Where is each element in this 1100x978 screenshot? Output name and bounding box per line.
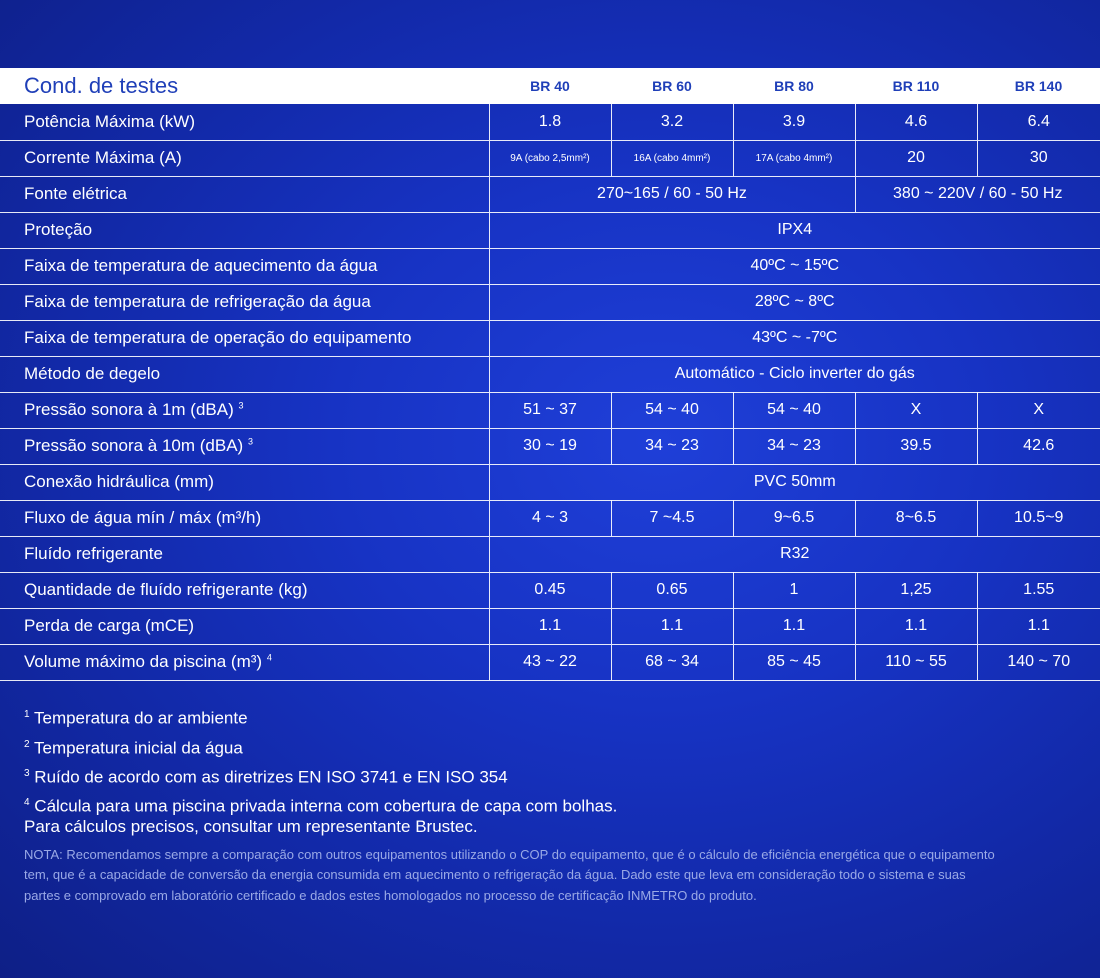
table-cell: 1.1 [733, 608, 855, 644]
footnotes [24, 702, 1084, 906]
table-row [0, 572, 1100, 608]
table-row [0, 104, 1100, 140]
model-header: BR 140 [977, 68, 1100, 104]
row-label: Faixa de temperatura de aquecimento da água [0, 248, 489, 284]
table-row [0, 464, 1100, 500]
table-cell: 30 ~ 19 [489, 428, 611, 464]
footnote-text: Cálcula para uma piscina privada interna com cobertura de capa com bolhas. [34, 796, 618, 816]
table-cell: 85 ~ 45 [733, 644, 855, 680]
table-cell: 1.8 [489, 104, 611, 140]
table-row [0, 608, 1100, 644]
table-cell: 1.1 [611, 608, 733, 644]
row-label: Método de degelo [0, 356, 489, 392]
table-row [0, 248, 1100, 284]
table-cell: 270~165 / 60 - 50 Hz [489, 176, 855, 212]
table-row [0, 356, 1100, 392]
table-cell: X [977, 392, 1100, 428]
table-cell: 1.1 [855, 608, 977, 644]
specs-table [0, 68, 1100, 681]
table-cell: 0.65 [611, 572, 733, 608]
table-cell: 54 ~ 40 [611, 392, 733, 428]
row-label [0, 392, 489, 428]
table-row [0, 320, 1100, 356]
model-header: BR 40 [489, 68, 611, 104]
row-label: Corrente Máxima (A) [0, 140, 489, 176]
row-label [0, 428, 489, 464]
table-cell: 42.6 [977, 428, 1100, 464]
table-cell: 1.55 [977, 572, 1100, 608]
table-cell: 1 [733, 572, 855, 608]
table-cell: 17A (cabo 4mm²) [733, 140, 855, 176]
footnote-text: Temperatura do ar ambiente [33, 708, 248, 728]
table-row [0, 500, 1100, 536]
row-label: Fonte elétrica [0, 176, 489, 212]
row-label: Faixa de temperatura de refrigeração da água [0, 284, 489, 320]
table-row [0, 644, 1100, 680]
footnote-number: 3 [24, 768, 30, 780]
row-label: Potência Máxima (kW) [0, 104, 489, 140]
table-cell: 43ºC ~ -7ºC [489, 320, 1100, 356]
table-cell: 3.2 [611, 104, 733, 140]
table-cell: 6.4 [977, 104, 1100, 140]
table-cell: 8~6.5 [855, 500, 977, 536]
model-header: BR 60 [611, 68, 733, 104]
table-title: Cond. de testes [0, 68, 489, 104]
table-cell: 9A (cabo 2,5mm²) [489, 140, 611, 176]
footnote-ref: 3 [247, 436, 253, 447]
row-label [0, 644, 489, 680]
table-cell: 1.1 [489, 608, 611, 644]
table-cell: 380 ~ 220V / 60 - 50 Hz [855, 176, 1100, 212]
table-cell: IPX4 [489, 212, 1100, 248]
row-label-text: Pressão sonora à 10m (dBA) [24, 436, 244, 455]
footnote-number: 2 [24, 738, 30, 750]
footnote [24, 702, 1084, 732]
table-cell: 28ºC ~ 8ºC [489, 284, 1100, 320]
table-cell: 40ºC ~ 15ºC [489, 248, 1100, 284]
footnote [24, 761, 1084, 791]
table-cell: 4.6 [855, 104, 977, 140]
note-paragraph: NOTA: Recomendamos sempre a comparação com outros equipamentos utilizando o COP do equipamento, que é o cálculo de eficiência energética que o equipamento tem, que é a capacidade de conversão da energia consumida em aquecimento o refrigeração da água. Dado este que leva em consideração todo o sistema e suas partes e comprovado em laboratório certificado e dados estes homologados no processo de certificação INMETRO do produto. [24, 846, 995, 903]
footnote-text: Temperatura inicial da água [33, 738, 243, 758]
row-label-text: Pressão sonora à 1m (dBA) [24, 400, 234, 419]
table-cell: 16A (cabo 4mm²) [611, 140, 733, 176]
table-row [0, 212, 1100, 248]
table-cell: 34 ~ 23 [733, 428, 855, 464]
table-cell: 54 ~ 40 [733, 392, 855, 428]
footnote-ref: 4 [266, 652, 272, 663]
table-cell: 30 [977, 140, 1100, 176]
table-cell: 51 ~ 37 [489, 392, 611, 428]
table-cell: 68 ~ 34 [611, 644, 733, 680]
table-cell: 3.9 [733, 104, 855, 140]
table-cell: Automático - Ciclo inverter do gás [489, 356, 1100, 392]
table-cell: 39.5 [855, 428, 977, 464]
table-row [0, 428, 1100, 464]
row-label: Quantidade de fluído refrigerante (kg) [0, 572, 489, 608]
footnote-text: Ruído de acordo com as diretrizes EN ISO 3741 e EN ISO 354 [34, 767, 508, 787]
table-cell: 10.5~9 [977, 500, 1100, 536]
table-cell: 43 ~ 22 [489, 644, 611, 680]
row-label: Proteção [0, 212, 489, 248]
row-label: Conexão hidráulica (mm) [0, 464, 489, 500]
footnote-ref: 3 [238, 400, 244, 411]
row-label: Perda de carga (mCE) [0, 608, 489, 644]
footnote-number: 4 [24, 796, 30, 808]
table-row [0, 392, 1100, 428]
table-cell: 7 ~4.5 [611, 500, 733, 536]
table-cell: 110 ~ 55 [855, 644, 977, 680]
table-cell: 4 ~ 3 [489, 500, 611, 536]
table-cell: 1,25 [855, 572, 977, 608]
table-cell: R32 [489, 536, 1100, 572]
footnote-number: 1 [24, 709, 30, 720]
table-row [0, 140, 1100, 176]
table-row [0, 536, 1100, 572]
table-header [0, 68, 1100, 104]
table-cell: X [855, 392, 977, 428]
table-cell: 1.1 [977, 608, 1100, 644]
row-label-text: Volume máximo da piscina (m³) [24, 652, 263, 671]
table-cell: 20 [855, 140, 977, 176]
model-header: BR 80 [733, 68, 855, 104]
row-label: Fluxo de água mín / máx (m³/h) [0, 500, 489, 536]
table-cell: 34 ~ 23 [611, 428, 733, 464]
table-cell: 9~6.5 [733, 500, 855, 536]
footnote [24, 732, 1084, 762]
table-cell: 140 ~ 70 [977, 644, 1100, 680]
footnote [24, 793, 1084, 837]
row-label: Faixa de temperatura de operação do equipamento [0, 320, 489, 356]
row-label: Fluído refrigerante [0, 536, 489, 572]
model-header: BR 110 [855, 68, 977, 104]
table-cell: 0.45 [489, 572, 611, 608]
table-row [0, 284, 1100, 320]
table-cell: PVC 50mm [489, 464, 1100, 500]
footnote-text: Para cálculos precisos, consultar um representante Brustec. [24, 816, 478, 836]
table-row [0, 176, 1100, 212]
